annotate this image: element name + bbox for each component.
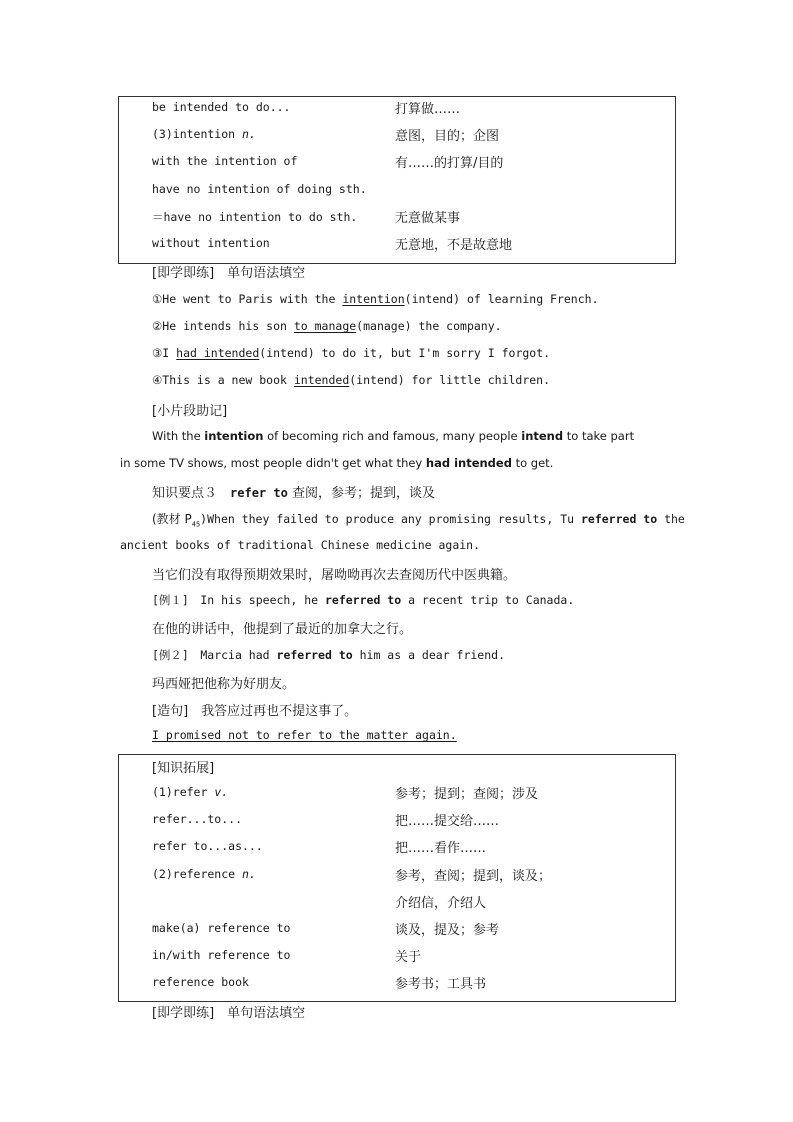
row-en: without intention <box>152 236 270 250</box>
sentence-making: [造句] 我答应过再也不提这事了。 <box>152 704 358 719</box>
table-row <box>152 154 297 168</box>
textbook-quote: (教材 $P_{45})When$ they failed to produce any promising results, Tu referred to the <box>152 512 685 529</box>
table-row-zh: 参考书；工具书 <box>395 977 487 992</box>
sentence-answer: I promised not to refer to the matter again. <box>152 728 457 742</box>
table-row-zh: 谈及，提及；参考 <box>395 923 500 938</box>
row-pos: n. <box>242 127 256 141</box>
table-row-zh: 把……提交给…… <box>395 814 500 829</box>
table-row-zh: 关于 <box>395 950 422 965</box>
row-en: with the intention of <box>152 154 298 168</box>
row-zh: 有……的打算/目的 <box>395 156 504 171</box>
section-heading: [即学即练] 单句语法填空 <box>152 266 306 281</box>
table-row-zh: 介绍信，介绍人 <box>395 896 487 911</box>
row-zh: 无意做某事 <box>395 211 461 226</box>
row-zh: 无意地，不是故意地 <box>395 238 513 253</box>
row-en: (3)intention <box>152 127 243 141</box>
table-row: refer to...as... <box>152 839 263 853</box>
section-heading: [小片段助记] <box>152 404 228 419</box>
memo-line: With the intention of becoming rich and famous, many people intend to take part <box>152 429 635 443</box>
answer: intention <box>342 292 405 306</box>
table-row <box>152 100 290 114</box>
exercise-item: ④This is a new book intended(intend) for little children. <box>152 373 551 387</box>
table-row-zh <box>395 207 460 226</box>
table-row-zh <box>395 98 460 117</box>
answer: intended <box>293 373 350 387</box>
section-heading: [即学即练] 单句语法填空 <box>152 1006 306 1021</box>
translation: 在他的讲话中，他提到了最近的加拿大之行。 <box>152 622 413 637</box>
table-row-zh: 参考；提到；查阅；涉及 <box>395 787 539 802</box>
translation: 玛西娅把他称为好朋友。 <box>152 677 296 692</box>
example-1: [例１] In his speech, he referred to a recent trip to Canada. <box>152 593 575 607</box>
row-en: ＝have no intention to do sth. <box>152 210 358 224</box>
table-row-zh: 参考，查阅；提到，谈及； <box>395 869 552 884</box>
textbook-quote-cont: ancient books of traditional Chinese medicine again. <box>120 538 481 552</box>
table-row: make(a) reference to <box>152 921 291 935</box>
row-en: be intended to do... <box>152 100 291 114</box>
answer: had intended <box>176 346 260 360</box>
knowledge-point-title: 知识要点３ refer to 查阅，参考；提到，谈及 <box>152 486 435 501</box>
table-row-zh <box>395 234 512 253</box>
exercise-item: ②He intends his son to manage(manage) the company. <box>152 319 502 333</box>
table-row: in/with reference to <box>152 948 291 962</box>
table-row: (2)reference n. <box>152 867 256 881</box>
table-row: reference book <box>152 975 249 989</box>
table-row: (1)refer v. <box>152 785 229 799</box>
row-zh: 意图，目的；企图 <box>395 129 500 144</box>
table-row <box>152 209 357 225</box>
example-2: [例２] Marcia had referred to him as a dear friend. <box>152 648 506 662</box>
table-row: refer...to... <box>152 812 243 826</box>
table-row-zh: 把……看作…… <box>395 841 487 856</box>
exercise-item: ③I had intended(intend) to do it, but I'm sorry I forgot. <box>152 346 551 360</box>
box-heading: [知识拓展] <box>152 761 215 776</box>
table-row <box>152 182 367 196</box>
row-zh: 打算做…… <box>395 102 461 117</box>
table-row <box>152 236 270 250</box>
table-row-zh <box>395 152 503 171</box>
memo-line: in some TV shows, most people didn't get what they had intended to get. <box>120 456 554 470</box>
row-en: have no intention of doing sth. <box>152 182 367 196</box>
exercise-item: ①He went to Paris with the intention(intend) of learning French. <box>152 292 599 306</box>
translation: 当它们没有取得预期效果时，屠呦呦再次去查阅历代中医典籍。 <box>152 568 517 583</box>
table-row-zh <box>395 125 499 144</box>
answer: to manage <box>293 319 357 333</box>
table-row <box>152 127 256 141</box>
